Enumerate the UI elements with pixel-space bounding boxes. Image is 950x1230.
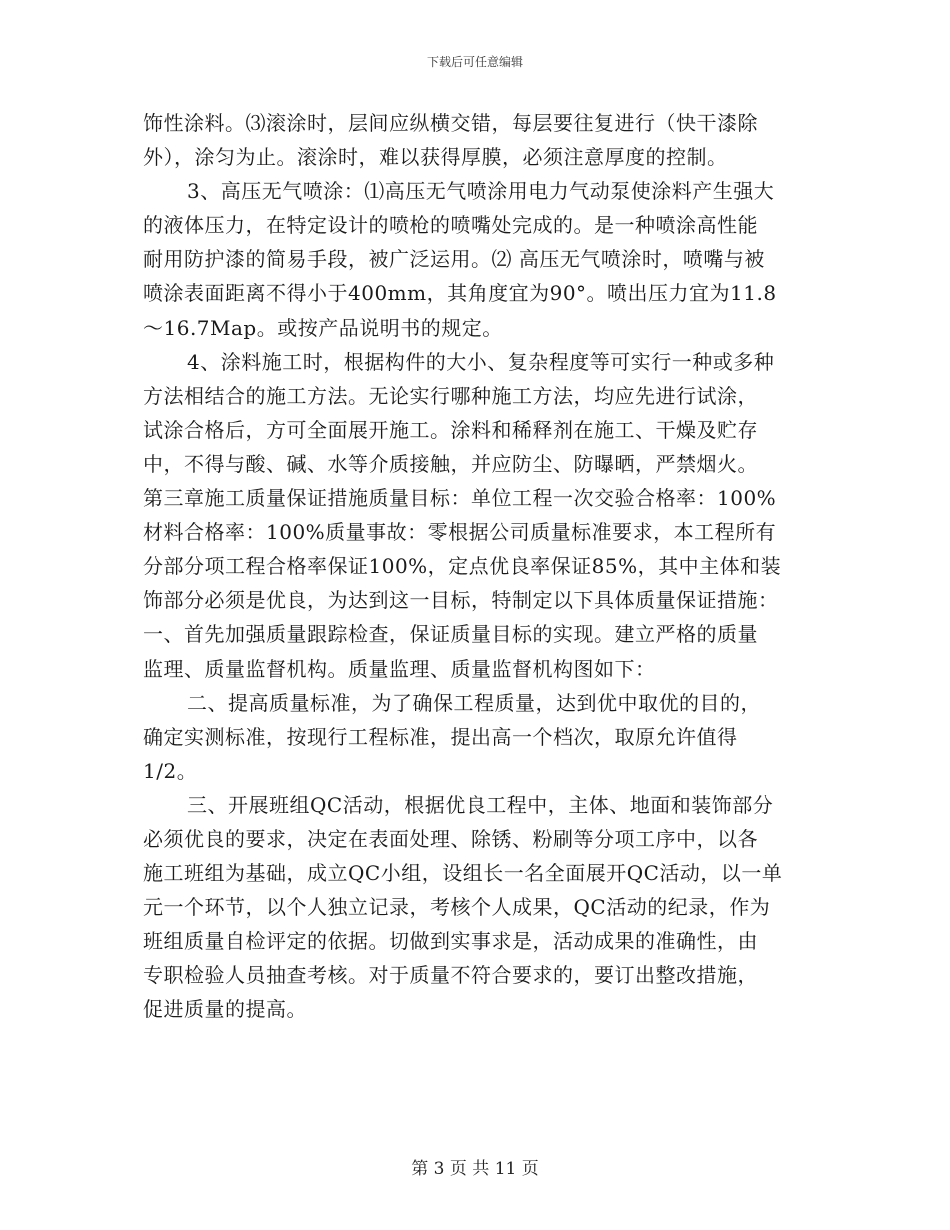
text-line: ～16.7Map。或按产品说明书的规定。 <box>143 315 503 340</box>
text-line: 分部分项工程合格率保证100%，定点优良率保证85%，其中主体和装 <box>143 554 782 579</box>
text-line: 一、首先加强质量跟踪检查，保证质量目标的实现。建立严格的质量 <box>143 622 758 647</box>
text-line: 班组质量自检评定的依据。切做到实事求是，活动成果的准确性，由 <box>143 929 758 954</box>
text-line: 3、高压无气喷涂：⑴高压无气喷涂用电力气动泵使涂料产生强大 <box>187 179 775 204</box>
text-line: 1/2。 <box>143 758 198 783</box>
text-line: 喷涂表面距离不得小于400mm，其角度宜为90°。喷出压力宜为11.8 <box>143 281 777 306</box>
text-line: 监理、质量监督机构。质量监理、质量监督机构图如下： <box>143 656 656 681</box>
text-line: 饰部分必须是优良，为达到这一目标，特制定以下具体质量保证措施： <box>143 588 779 613</box>
text-line: 材料合格率：100%质量事故：零根据公司质量标准要求，本工程所有 <box>143 520 777 545</box>
text-line: 的液体压力，在特定设计的喷枪的喷嘴处完成的。是一种喷涂高性能 <box>143 213 758 238</box>
body-text <box>143 106 807 1027</box>
text-line: 耐用防护漆的简易手段，被广泛运用。⑵ 高压无气喷涂时，喷嘴与被 <box>143 247 765 272</box>
text-line: 方法相结合的施工方法。无论实行哪种施工方法，均应先进行试涂， <box>143 383 758 408</box>
text-line: 试涂合格后，方可全面展开施工。涂料和稀释剂在施工、干燥及贮存 <box>143 417 758 442</box>
text-line: 施工班组为基础，成立QC小组，设组长一名全面展开QC活动，以一单 <box>143 861 783 886</box>
text-line: 饰性涂料。⑶滚涂时，层间应纵横交错，每层要往复进行（快干漆除 <box>143 111 758 135</box>
page-header: 下载后可任意编辑 <box>426 55 523 69</box>
text-line: 第三章施工质量保证措施质量目标：单位工程一次交验合格率：100% <box>143 486 777 511</box>
text-line: 确定实测标准，按现行工程标准，提出高一个档次，取原允许值得 <box>143 724 738 749</box>
text-line: 三、开展班组QC活动，根据优良工程中，主体、地面和装饰部分 <box>187 792 774 817</box>
text-line: 4、涂料施工时，根据构件的大小、复杂程度等可实行一种或多种 <box>187 349 775 374</box>
text-line: 元一个环节，以个人独立记录，考核个人成果，QC活动的纪录，作为 <box>143 895 771 920</box>
text-line: 中，不得与酸、碱、水等介质接触，并应防尘、防曝晒，严禁烟火。 <box>143 451 758 476</box>
page-footer: 第 3 页 共 11 页 <box>411 1159 539 1179</box>
text-line: 促进质量的提高。 <box>143 997 307 1022</box>
text-line: 外），涂匀为止。滚涂时，难以获得厚膜，必须注意厚度的控制。 <box>143 145 728 170</box>
text-line: 必须优良的要求，决定在表面处理、除锈、粉刷等分项工序中，以各 <box>143 826 758 851</box>
text-line: 专职检验人员抽查考核。对于质量不符合要求的，要订出整改措施， <box>143 963 758 988</box>
text-line: 二、提高质量标准，为了确保工程质量，达到优中取优的目的， <box>187 690 761 715</box>
